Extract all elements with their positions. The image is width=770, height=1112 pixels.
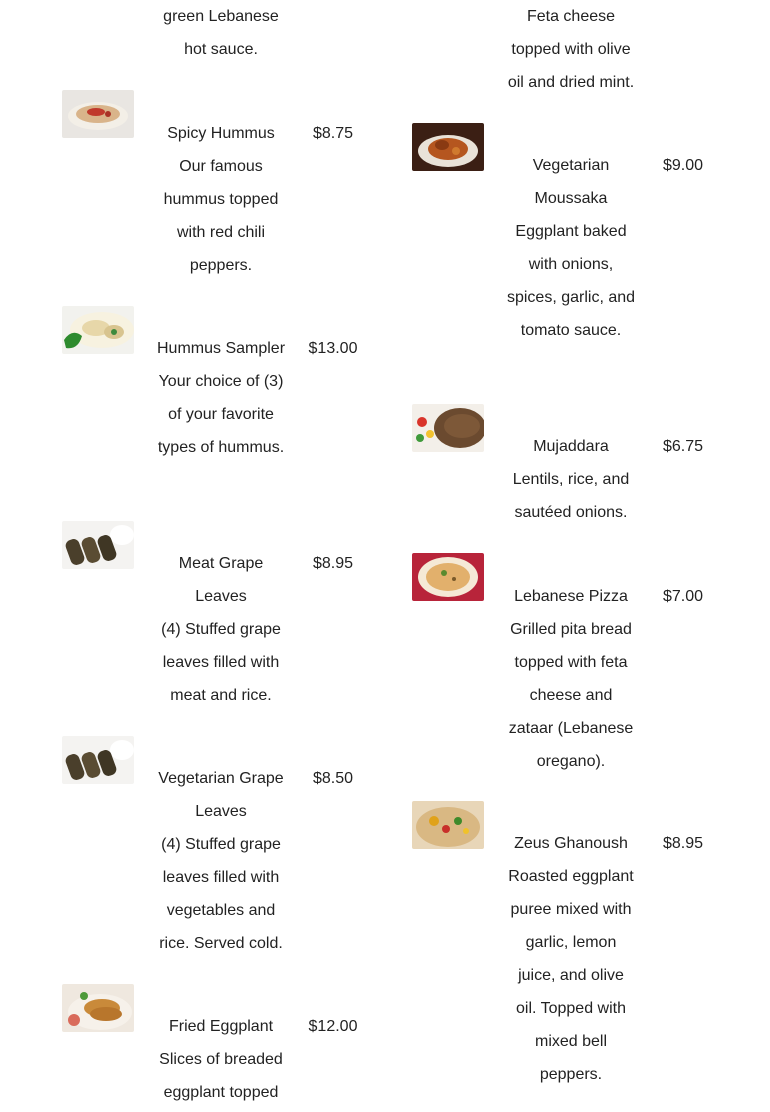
menu-item-text [156,332,286,464]
item-name: Hummus Sampler [156,340,286,357]
item-name: Vegetarian Grape Leaves [158,770,284,820]
menu-item-description-fragment [156,0,286,66]
menu-item-text [506,149,636,347]
vegetarian-grape-leaves-photo [62,736,134,784]
menu-item-text [156,117,286,282]
menu-item-text [156,547,286,712]
menu-item-description-fragment [506,0,636,99]
item-description: Slices of breaded eggplant topped [159,1051,283,1101]
item-description: (4) Stuffed grape leaves filled with vegetables and rice. Served cold. [159,836,283,952]
item-price: $8.95 [662,835,704,852]
fried-eggplant-photo [62,984,134,1032]
menu-item-text [506,827,636,1091]
item-description: Your choice of (3) of your favorite types of hummus. [157,373,285,456]
item-description: Roasted eggplant puree mixed with garlic, lemon juice, and olive oil. Topped with mixed bell peppers. [508,868,634,1083]
item-description: Grilled pita bread topped with feta cheese and zataar (Lebanese oregano). [508,621,634,770]
item-name: Mujaddara [533,438,609,455]
fragment-text: green Lebanese hot sauce. [163,8,279,58]
item-name: Spicy Hummus [167,125,275,142]
mujaddara-photo [412,404,484,452]
menu-item-text [506,580,636,778]
item-price: $8.50 [312,770,354,787]
item-description: (4) Stuffed grape leaves filled with meat and rice. [161,621,281,704]
item-name: Zeus Ghanoush [514,835,628,852]
item-description: Lentils, rice, and sautéed onions. [512,471,630,521]
hummus-sampler-photo [62,306,134,354]
menu-item-text [156,1010,286,1109]
lebanese-pizza-photo [412,553,484,601]
item-price: $8.75 [312,125,354,142]
item-price: $7.00 [662,588,704,605]
item-price: $13.00 [308,340,358,357]
fragment-text: Feta cheese topped with olive oil and dried mint. [507,8,635,91]
item-price: $8.95 [312,555,354,572]
item-name: Fried Eggplant [168,1018,274,1035]
vegetarian-moussaka-photo [412,123,484,171]
menu-item-text [506,430,636,529]
item-price: $6.75 [662,438,704,455]
meat-grape-leaves-photo [62,521,134,569]
zeus-ghanoush-photo [412,801,484,849]
spicy-hummus-photo [62,90,134,138]
menu-item-text [156,762,286,960]
item-name: Meat Grape Leaves [178,555,264,605]
item-name: Lebanese Pizza [514,588,628,605]
item-description: Our famous hummus topped with red chili peppers. [163,158,279,274]
item-price: $9.00 [662,157,704,174]
item-price: $12.00 [308,1018,358,1035]
item-description: Eggplant baked with onions, spices, garlic, and tomato sauce. [506,223,636,339]
item-name: Vegetarian Moussaka [532,157,610,207]
